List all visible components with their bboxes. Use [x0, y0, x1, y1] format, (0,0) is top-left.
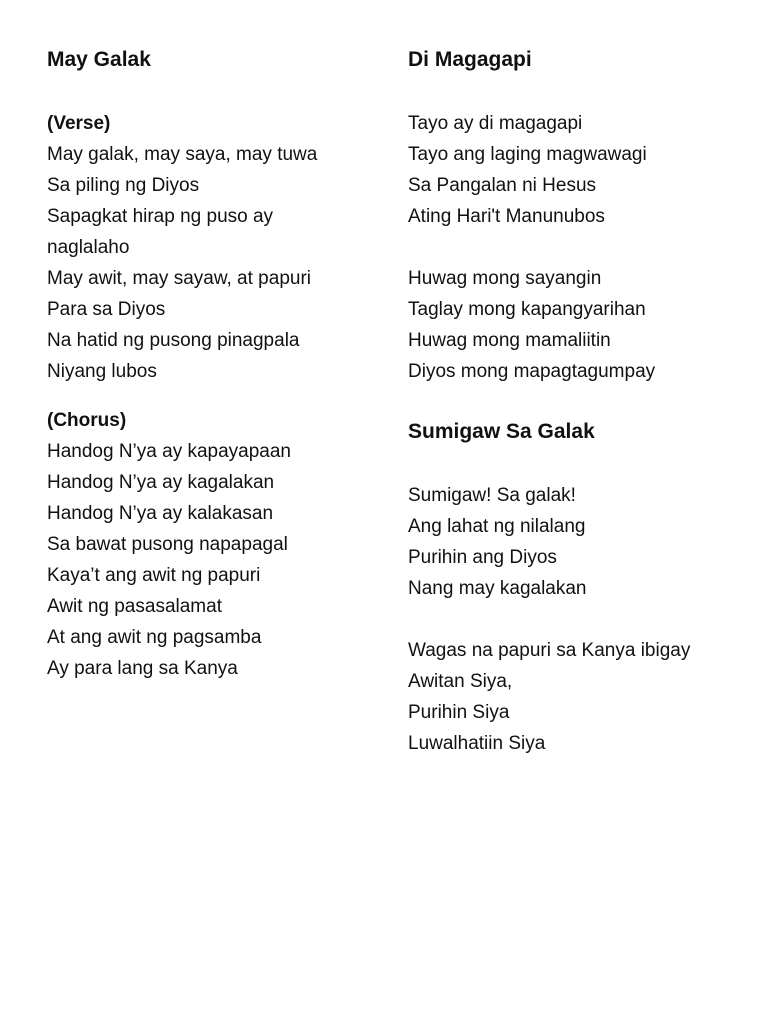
lyric-line: Tayo ang laging magwawagi [408, 144, 647, 165]
lyric-line: Wagas na papuri sa Kanya ibigay [408, 640, 691, 661]
section-label: (Verse) [47, 113, 111, 134]
lyric-line: At ang awit ng pagsamba [47, 627, 262, 648]
stanza [408, 108, 748, 232]
stanza [408, 480, 748, 604]
song-title: May Galak [47, 48, 151, 71]
lyric-line: Purihin Siya [408, 702, 510, 723]
lyric-line: Handog N’ya ay kapayapaan [47, 441, 292, 462]
song-title: Sumigaw Sa Galak [408, 420, 595, 443]
lyric-line: Luwalhatiin Siya [408, 733, 546, 754]
lyric-line: Sa bawat pusong napapagal [47, 534, 288, 555]
lyric-line: Sumigaw! Sa galak! [408, 485, 576, 506]
song-sumigaw-sa-galak [408, 418, 748, 759]
lyric-line: Taglay mong kapangyarihan [408, 299, 646, 320]
lyric-line: Purihin ang Diyos [408, 547, 557, 568]
lyric-line: Sapagkat hirap ng puso ay [47, 206, 274, 227]
lyric-line: Ating Hari't Manunubos [408, 206, 605, 227]
lyric-line: Kaya’t ang awit ng papuri [47, 565, 261, 586]
lyric-line: naglalaho [47, 237, 130, 258]
lyric-line: Huwag mong sayangin [408, 268, 602, 289]
lyric-line: Nang may kagalakan [408, 578, 587, 599]
lyric-line: May awit, may sayaw, at papuri [47, 268, 311, 289]
lyric-line: Para sa Diyos [47, 299, 166, 320]
lyric-line: Diyos mong mapagtagumpay [408, 361, 656, 382]
lyric-line: Niyang lubos [47, 361, 157, 382]
lyric-line: Handog N’ya ay kalakasan [47, 503, 274, 524]
lyric-line: May galak, may saya, may tuwa [47, 144, 318, 165]
right-column [408, 46, 748, 759]
lyric-line: Handog N’ya ay kagalakan [47, 472, 275, 493]
lyric-line: Sa piling ng Diyos [47, 175, 200, 196]
lyric-line: Huwag mong mamaliitin [408, 330, 611, 351]
left-column [47, 46, 377, 684]
stanza [408, 263, 748, 387]
chorus-section [47, 405, 377, 684]
lyric-line: Awitan Siya, [408, 671, 513, 692]
stanza [408, 635, 748, 759]
lyric-line: Na hatid ng pusong pinagpala [47, 330, 300, 351]
lyric-line: Awit ng pasasalamat [47, 596, 222, 617]
section-label: (Chorus) [47, 410, 127, 431]
lyric-line: Ay para lang sa Kanya [47, 658, 238, 679]
lyric-line: Sa Pangalan ni Hesus [408, 175, 597, 196]
lyric-line: Ang lahat ng nilalang [408, 516, 586, 537]
song-title: Di Magagapi [408, 48, 532, 71]
verse-section [47, 108, 377, 387]
lyric-line: Tayo ay di magagapi [408, 113, 583, 134]
song-di-magagapi [408, 46, 748, 387]
